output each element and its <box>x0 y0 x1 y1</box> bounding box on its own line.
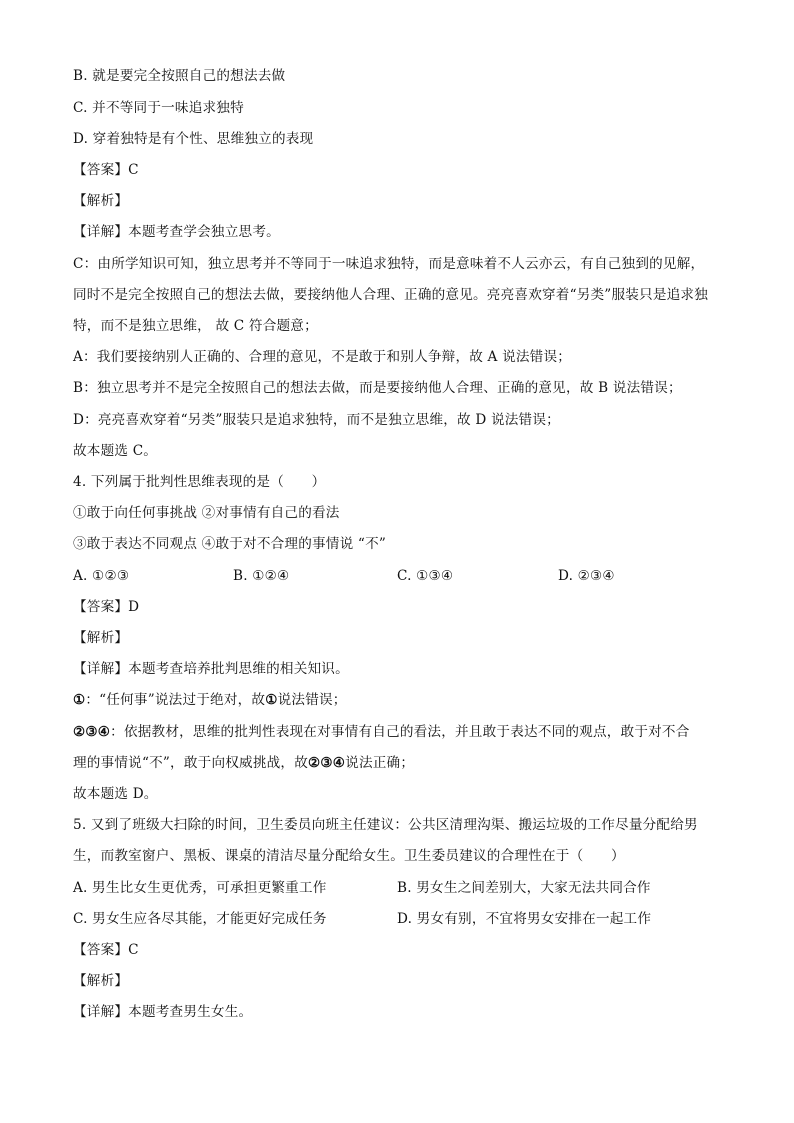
q4-answer: 【答案】D <box>73 599 140 615</box>
q4-detail: 【详解】本题考查培养批判思维的相关知识。 <box>73 661 349 677</box>
q4-analysis-label: 【解析】 <box>73 630 129 646</box>
q4-explain1-prefix: ① <box>73 692 86 708</box>
q3-option-c: C. 并不等同于一味追求独特 <box>73 100 244 116</box>
q3-explain-line: 特，而不是独立思维， 故 C 符合题意； <box>73 318 318 334</box>
q4-explain-line2 <box>73 722 690 742</box>
q3-answer: 【答案】C <box>73 162 139 178</box>
q3-option-d: D. 穿着独特是有个性、思维独立的表现 <box>73 131 314 147</box>
q3-analysis-label: 【解析】 <box>73 193 129 209</box>
q3-explain-line: C：由所学知识可知，独立思考并不等同于一味追求独特，而是意味着不人云亦云，有自己独到的见解， <box>73 256 705 272</box>
q3-explain-line: 同时不是完全按照自己的想法去做，要接纳他人合理、正确的意见。亮亮喜欢穿着“另类”服装只是追求独 <box>73 287 709 303</box>
q5-answer: 【答案】C <box>73 942 139 958</box>
q4-option-a: A. ①②③ <box>73 568 130 584</box>
q5-stem-line1: 5. 又到了班级大扫除的时间，卫生委员向班主任建议：公共区清理沟渠、搬运垃圾的工作尽量分配给男 <box>73 817 698 833</box>
q4-explain3-mark: ②③④ <box>308 755 346 771</box>
q4-explain-line3 <box>73 753 414 773</box>
q4-stem: 4. 下列属于批判性思维表现的是（ ） <box>73 474 326 490</box>
q5-stem-line2: 生，而教室窗户、黑板、课桌的清洁尽量分配给女生。卫生委员建议的合理性在于（ ） <box>73 848 625 864</box>
q5-analysis-label: 【解析】 <box>73 973 129 989</box>
q5-option-c: C. 男女生应各尽其能，才能更好完成任务 <box>73 911 327 927</box>
q4-explain3-text-a: 理的事情说“不”，敢于向权威挑战，故 <box>73 755 308 771</box>
q4-explain2-text: ：依据教材，思维的批判性表现在对事情有自己的看法，并且敢于表达不同的观点，敢于对不合 <box>110 724 690 740</box>
q5-option-d: D. 男女有别，不宜将男女安排在一起工作 <box>397 911 652 927</box>
q3-explain-line: D：亮亮喜欢穿着“另类”服装只是追求独特，而不是独立思维，故 D 说法错误； <box>73 412 560 428</box>
q5-detail: 【详解】本题考查男生女生。 <box>73 1004 253 1020</box>
q4-explain1-text-a: ：“任何事”说法过于绝对，故 <box>85 692 266 708</box>
q5-option-b: B. 男女生之间差别大，大家无法共同合作 <box>397 880 651 896</box>
q4-items-line1: ①敢于向任何事挑战 ②对事情有自己的看法 <box>73 505 340 521</box>
q4-option-d: D. ②③④ <box>558 568 615 584</box>
q4-option-c: C. ①③④ <box>397 568 454 584</box>
q4-explain3-text-c: 说法正确； <box>345 755 415 771</box>
q3-explain-line: B：独立思考并不是完全按照自己的想法去做，而是要接纳他人合理、正确的意见，故 B 说法错误； <box>73 380 682 396</box>
q4-option-b: B. ①②④ <box>233 568 290 584</box>
q4-items-line2: ③敢于表达不同观点 ④敢于对不合理的事情说 “不” <box>73 536 387 552</box>
q4-explain1-text-c: 说法错误； <box>277 692 347 708</box>
q3-explain-line: A：我们要接纳别人正确的、合理的意见，不是敢于和别人争辩，故 A 说法错误； <box>73 349 572 365</box>
q4-explain2-prefix: ②③④ <box>73 724 111 740</box>
q4-conclusion: 故本题选 D。 <box>73 786 158 802</box>
q3-detail: 【详解】本题考查学会独立思考。 <box>73 224 280 240</box>
q4-explain-line1 <box>73 690 347 710</box>
q4-explain1-mark: ① <box>265 692 278 708</box>
q3-option-b: B. 就是要完全按照自己的想法去做 <box>73 68 286 84</box>
q5-option-a: A. 男生比女生更优秀，可承担更繁重工作 <box>73 880 327 896</box>
q3-conclusion: 故本题选 C。 <box>73 443 158 459</box>
